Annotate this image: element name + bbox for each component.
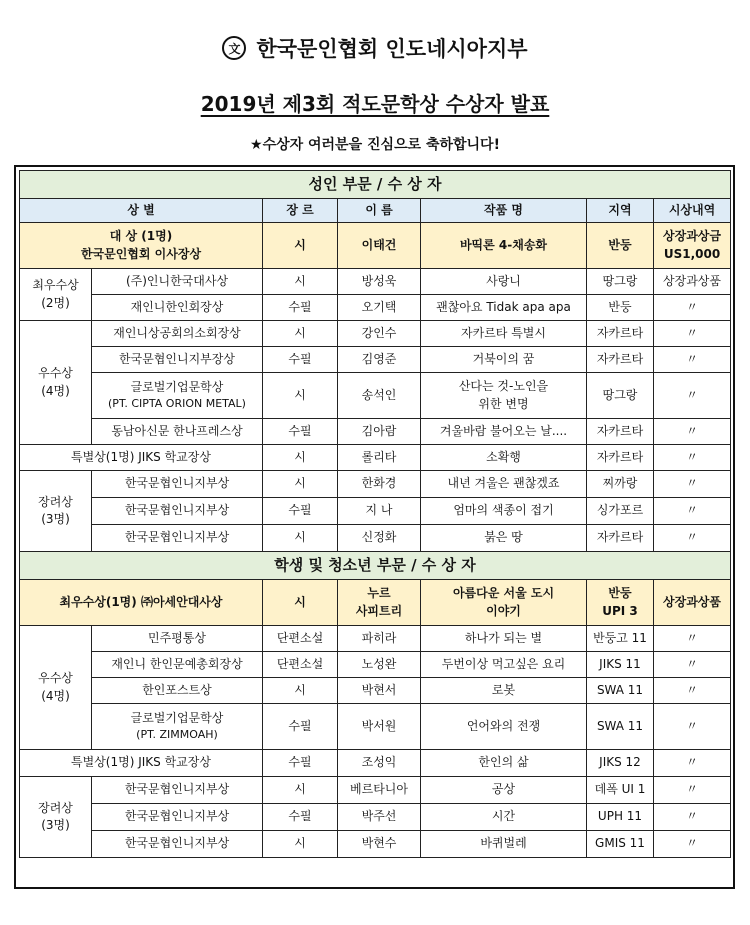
genre-cell: 수필	[263, 704, 338, 750]
table-row	[20, 525, 731, 552]
table-row	[20, 269, 731, 295]
org-title	[0, 33, 750, 63]
group-label: 장려상 (3명)	[20, 777, 92, 858]
prize-cell: 〃	[654, 777, 731, 804]
award-table	[19, 170, 731, 858]
name-cell: 박현수	[338, 831, 421, 858]
region-cell: SWA 11	[587, 704, 654, 750]
genre-cell: 수필	[263, 419, 338, 445]
prize-cell: 〃	[654, 804, 731, 831]
work-cell: 바퀴벌레	[421, 831, 587, 858]
work-cell: 두번이상 먹고싶은 요리	[421, 652, 587, 678]
genre-cell: 시	[263, 445, 338, 471]
work-cell: 괜찮아요 Tidak apa apa	[421, 295, 587, 321]
name-cell: 송석인	[338, 373, 421, 419]
sponsor-cell: 한국문협인니지부상	[92, 471, 263, 498]
prize-cell: 〃	[654, 525, 731, 552]
work-cell: 산다는 것-노인을 위한 변명	[421, 373, 587, 419]
col-prize: 시상내역	[654, 199, 731, 223]
region-cell: 싱가포르	[587, 498, 654, 525]
table-row	[20, 777, 731, 804]
genre-cell: 수필	[263, 750, 338, 777]
table-row	[20, 652, 731, 678]
table-row	[20, 321, 731, 347]
genre-cell: 시	[263, 223, 338, 269]
table-row	[20, 750, 731, 777]
name-cell: 박서원	[338, 704, 421, 750]
col-work: 작품 명	[421, 199, 587, 223]
genre-cell: 수필	[263, 498, 338, 525]
table-row	[20, 347, 731, 373]
work-cell: 바띡론 4-채송화	[421, 223, 587, 269]
genre-cell: 단편소설	[263, 652, 338, 678]
work-cell: 한인의 삶	[421, 750, 587, 777]
work-cell: 붉은 땅	[421, 525, 587, 552]
name-cell: 조성익	[338, 750, 421, 777]
table-row	[20, 498, 731, 525]
sponsor-cell: 한국문협인니지부상	[92, 804, 263, 831]
col-region: 지역	[587, 199, 654, 223]
section-title: 성인 부문 / 수 상 자	[20, 171, 731, 199]
col-name: 이 름	[338, 199, 421, 223]
sponsor-cell: 글로벌기업문학상 (PT. CIPTA ORION METAL)	[92, 373, 263, 419]
name-cell: 누르 사피트리	[338, 580, 421, 626]
region-cell: 자카르타	[587, 525, 654, 552]
col-genre: 장 르	[263, 199, 338, 223]
sponsor-cell: 재인니한인회장상	[92, 295, 263, 321]
column-header-row	[20, 199, 731, 223]
prize-cell: 〃	[654, 704, 731, 750]
announcement-title: 2019년 제3회 적도문학상 수상자 발표	[200, 92, 550, 116]
name-cell: 지 나	[338, 498, 421, 525]
group-label: 우수상 (4명)	[20, 321, 92, 445]
region-cell: 반둥 UPI 3	[587, 580, 654, 626]
prize-cell: 〃	[654, 626, 731, 652]
name-cell: 파히라	[338, 626, 421, 652]
prize-cell: 〃	[654, 652, 731, 678]
region-cell: 땅그랑	[587, 269, 654, 295]
table-row	[20, 471, 731, 498]
congrats-text: ★수상자 여러분을 진심으로 축하합니다!	[250, 137, 500, 153]
name-cell: 신정화	[338, 525, 421, 552]
genre-cell: 수필	[263, 804, 338, 831]
name-cell: 한화경	[338, 471, 421, 498]
work-cell: 사랑니	[421, 269, 587, 295]
work-cell: 언어와의 전쟁	[421, 704, 587, 750]
genre-cell: 시	[263, 777, 338, 804]
region-cell: SWA 11	[587, 678, 654, 704]
table-row	[20, 295, 731, 321]
table-row	[20, 445, 731, 471]
table-row	[20, 626, 731, 652]
table-row	[20, 804, 731, 831]
work-cell: 하나가 되는 별	[421, 626, 587, 652]
work-cell: 자카르타 특별시	[421, 321, 587, 347]
region-cell: 반둥	[587, 295, 654, 321]
genre-cell: 시	[263, 525, 338, 552]
prize-cell: 〃	[654, 471, 731, 498]
sponsor-cell: 동남아신문 한나프레스상	[92, 419, 263, 445]
name-cell: 베르타니아	[338, 777, 421, 804]
adult-section-header	[20, 171, 731, 199]
work-cell: 소확행	[421, 445, 587, 471]
region-cell: 자카르타	[587, 321, 654, 347]
region-cell: 자카르타	[587, 347, 654, 373]
genre-cell: 시	[263, 321, 338, 347]
prize-cell: 〃	[654, 419, 731, 445]
table-row	[20, 373, 731, 419]
name-cell: 강인수	[338, 321, 421, 347]
name-cell: 이태건	[338, 223, 421, 269]
prize-cell: 〃	[654, 498, 731, 525]
genre-cell: 시	[263, 831, 338, 858]
work-cell: 거북이의 꿈	[421, 347, 587, 373]
sponsor-cell: 글로벌기업문학상 (PT. ZIMMOAH)	[92, 704, 263, 750]
work-cell: 엄마의 색종이 접기	[421, 498, 587, 525]
genre-cell: 시	[263, 471, 338, 498]
sponsor-cell: 한국문협인니지부장상	[92, 347, 263, 373]
student-top-award-row	[20, 580, 731, 626]
group-label: 우수상 (4명)	[20, 626, 92, 750]
region-cell: 반둥	[587, 223, 654, 269]
region-cell: GMIS 11	[587, 831, 654, 858]
genre-cell: 시	[263, 678, 338, 704]
genre-cell: 수필	[263, 295, 338, 321]
prize-cell: 〃	[654, 445, 731, 471]
emblem-icon: 文	[222, 36, 246, 60]
work-cell: 공상	[421, 777, 587, 804]
table-row	[20, 678, 731, 704]
region-cell: JIKS 12	[587, 750, 654, 777]
region-cell: 자카르타	[587, 419, 654, 445]
region-cell: JIKS 11	[587, 652, 654, 678]
region-cell: 찌까랑	[587, 471, 654, 498]
prize-cell: 〃	[654, 321, 731, 347]
sponsor-cell: 한국문협인니지부상	[92, 525, 263, 552]
name-cell: 김영준	[338, 347, 421, 373]
name-cell: 방성욱	[338, 269, 421, 295]
region-cell: 자카르타	[587, 445, 654, 471]
award-cell: 최우수상(1명) ㈜아세안대사상	[20, 580, 263, 626]
group-label: 장려상 (3명)	[20, 471, 92, 552]
work-cell: 겨울바람 불어오는 날....	[421, 419, 587, 445]
prize-cell: 상장과상금 US1,000	[654, 223, 731, 269]
grand-prize-row	[20, 223, 731, 269]
org-title-text: 한국문인협회 인도네시아지부	[256, 37, 528, 61]
prize-cell: 〃	[654, 295, 731, 321]
table-row	[20, 831, 731, 858]
group-label: 최우수상 (2명)	[20, 269, 92, 321]
student-section-header	[20, 552, 731, 580]
sponsor-cell: 민주평통상	[92, 626, 263, 652]
sponsor-cell: 재인니 한인문예총회장상	[92, 652, 263, 678]
genre-cell: 수필	[263, 347, 338, 373]
prize-cell: 〃	[654, 373, 731, 419]
special-award-cell: 특별상(1명) JIKS 학교장상	[20, 445, 263, 471]
prize-cell: 상장과상품	[654, 580, 731, 626]
table-row	[20, 704, 731, 750]
genre-cell: 시	[263, 373, 338, 419]
region-cell: UPH 11	[587, 804, 654, 831]
table-row	[20, 419, 731, 445]
sponsor-cell: 한국문협인니지부상	[92, 831, 263, 858]
special-award-cell: 특별상(1명) JIKS 학교장상	[20, 750, 263, 777]
genre-cell: 시	[263, 580, 338, 626]
work-cell: 아름다운 서울 도시 이야기	[421, 580, 587, 626]
genre-cell: 단편소설	[263, 626, 338, 652]
prize-cell: 〃	[654, 347, 731, 373]
name-cell: 박주선	[338, 804, 421, 831]
sponsor-cell: 한국문협인니지부상	[92, 498, 263, 525]
prize-cell: 〃	[654, 831, 731, 858]
region-cell: 땅그랑	[587, 373, 654, 419]
section-title: 학생 및 청소년 부문 / 수 상 자	[20, 552, 731, 580]
work-cell: 내년 겨울은 괜찮겠죠	[421, 471, 587, 498]
sponsor-cell: 재인니상공회의소회장상	[92, 321, 263, 347]
name-cell: 노성완	[338, 652, 421, 678]
prize-cell: 〃	[654, 750, 731, 777]
name-cell: 김아람	[338, 419, 421, 445]
prize-cell: 〃	[654, 678, 731, 704]
sponsor-cell: 한국문협인니지부상	[92, 777, 263, 804]
name-cell: 박현서	[338, 678, 421, 704]
genre-cell: 시	[263, 269, 338, 295]
prize-cell: 상장과상품	[654, 269, 731, 295]
work-cell: 로봇	[421, 678, 587, 704]
region-cell: 데폭 UI 1	[587, 777, 654, 804]
name-cell: 오기택	[338, 295, 421, 321]
award-cell: 대 상 (1명) 한국문인협회 이사장상	[20, 223, 263, 269]
sponsor-cell: (주)인니한국대사상	[92, 269, 263, 295]
region-cell: 반둥고 11	[587, 626, 654, 652]
col-award: 상 별	[20, 199, 263, 223]
work-cell: 시간	[421, 804, 587, 831]
name-cell: 롤리타	[338, 445, 421, 471]
sponsor-cell: 한인포스트상	[92, 678, 263, 704]
